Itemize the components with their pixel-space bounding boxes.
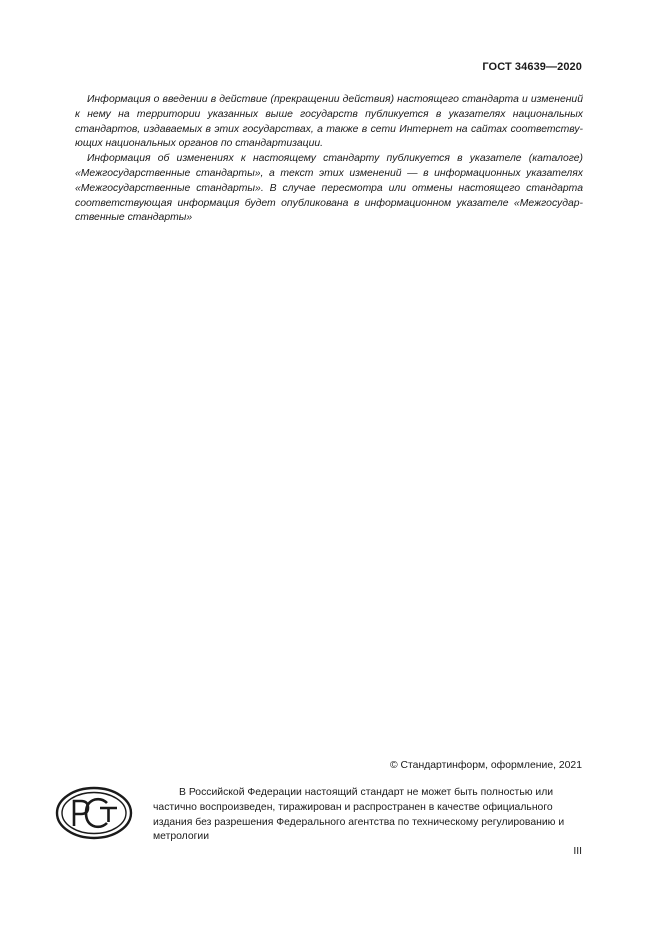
paragraph-introduction-info: Информация о введении в действие (прекращении действия) настоящего стандарта и изменений к нему на территории указанных выше государств публикуется в указателях национальных стандартов, издаваемых в этих государствах, а также в сети Интернет на сайтах соответствующих национальных органов по стандартизации. xyxy=(75,94,583,150)
standard-number-header: ГОСТ 34639—2020 xyxy=(482,61,582,73)
rst-certification-mark-icon xyxy=(55,786,133,840)
page-number: III xyxy=(573,846,582,857)
copyright-notice xyxy=(153,786,583,845)
paragraph-amendments-info: Информация об изменениях к настоящему стандарту публикуется в указателе (каталоге) «Межгосударственные стандарты», а текст этих изменений — в информационных указателях «Межгосударственные стандарты». В случае пересмотра или отмены настоящего стандарта соответствующая информация будет опубликована в информационном указателе «Межгосударственные стандарты» xyxy=(75,153,583,224)
copyright-line: © Стандартинформ, оформление, 2021 xyxy=(389,760,582,771)
copyright-notice-text: В Российской Федерации настоящий стандарт не может быть полностью или частично воспроизведен, тиражирован и распространен в качестве официального издания без разрешения Федерального агентства по техническому регулированию и метрологии xyxy=(153,787,565,843)
document-body xyxy=(75,93,583,226)
